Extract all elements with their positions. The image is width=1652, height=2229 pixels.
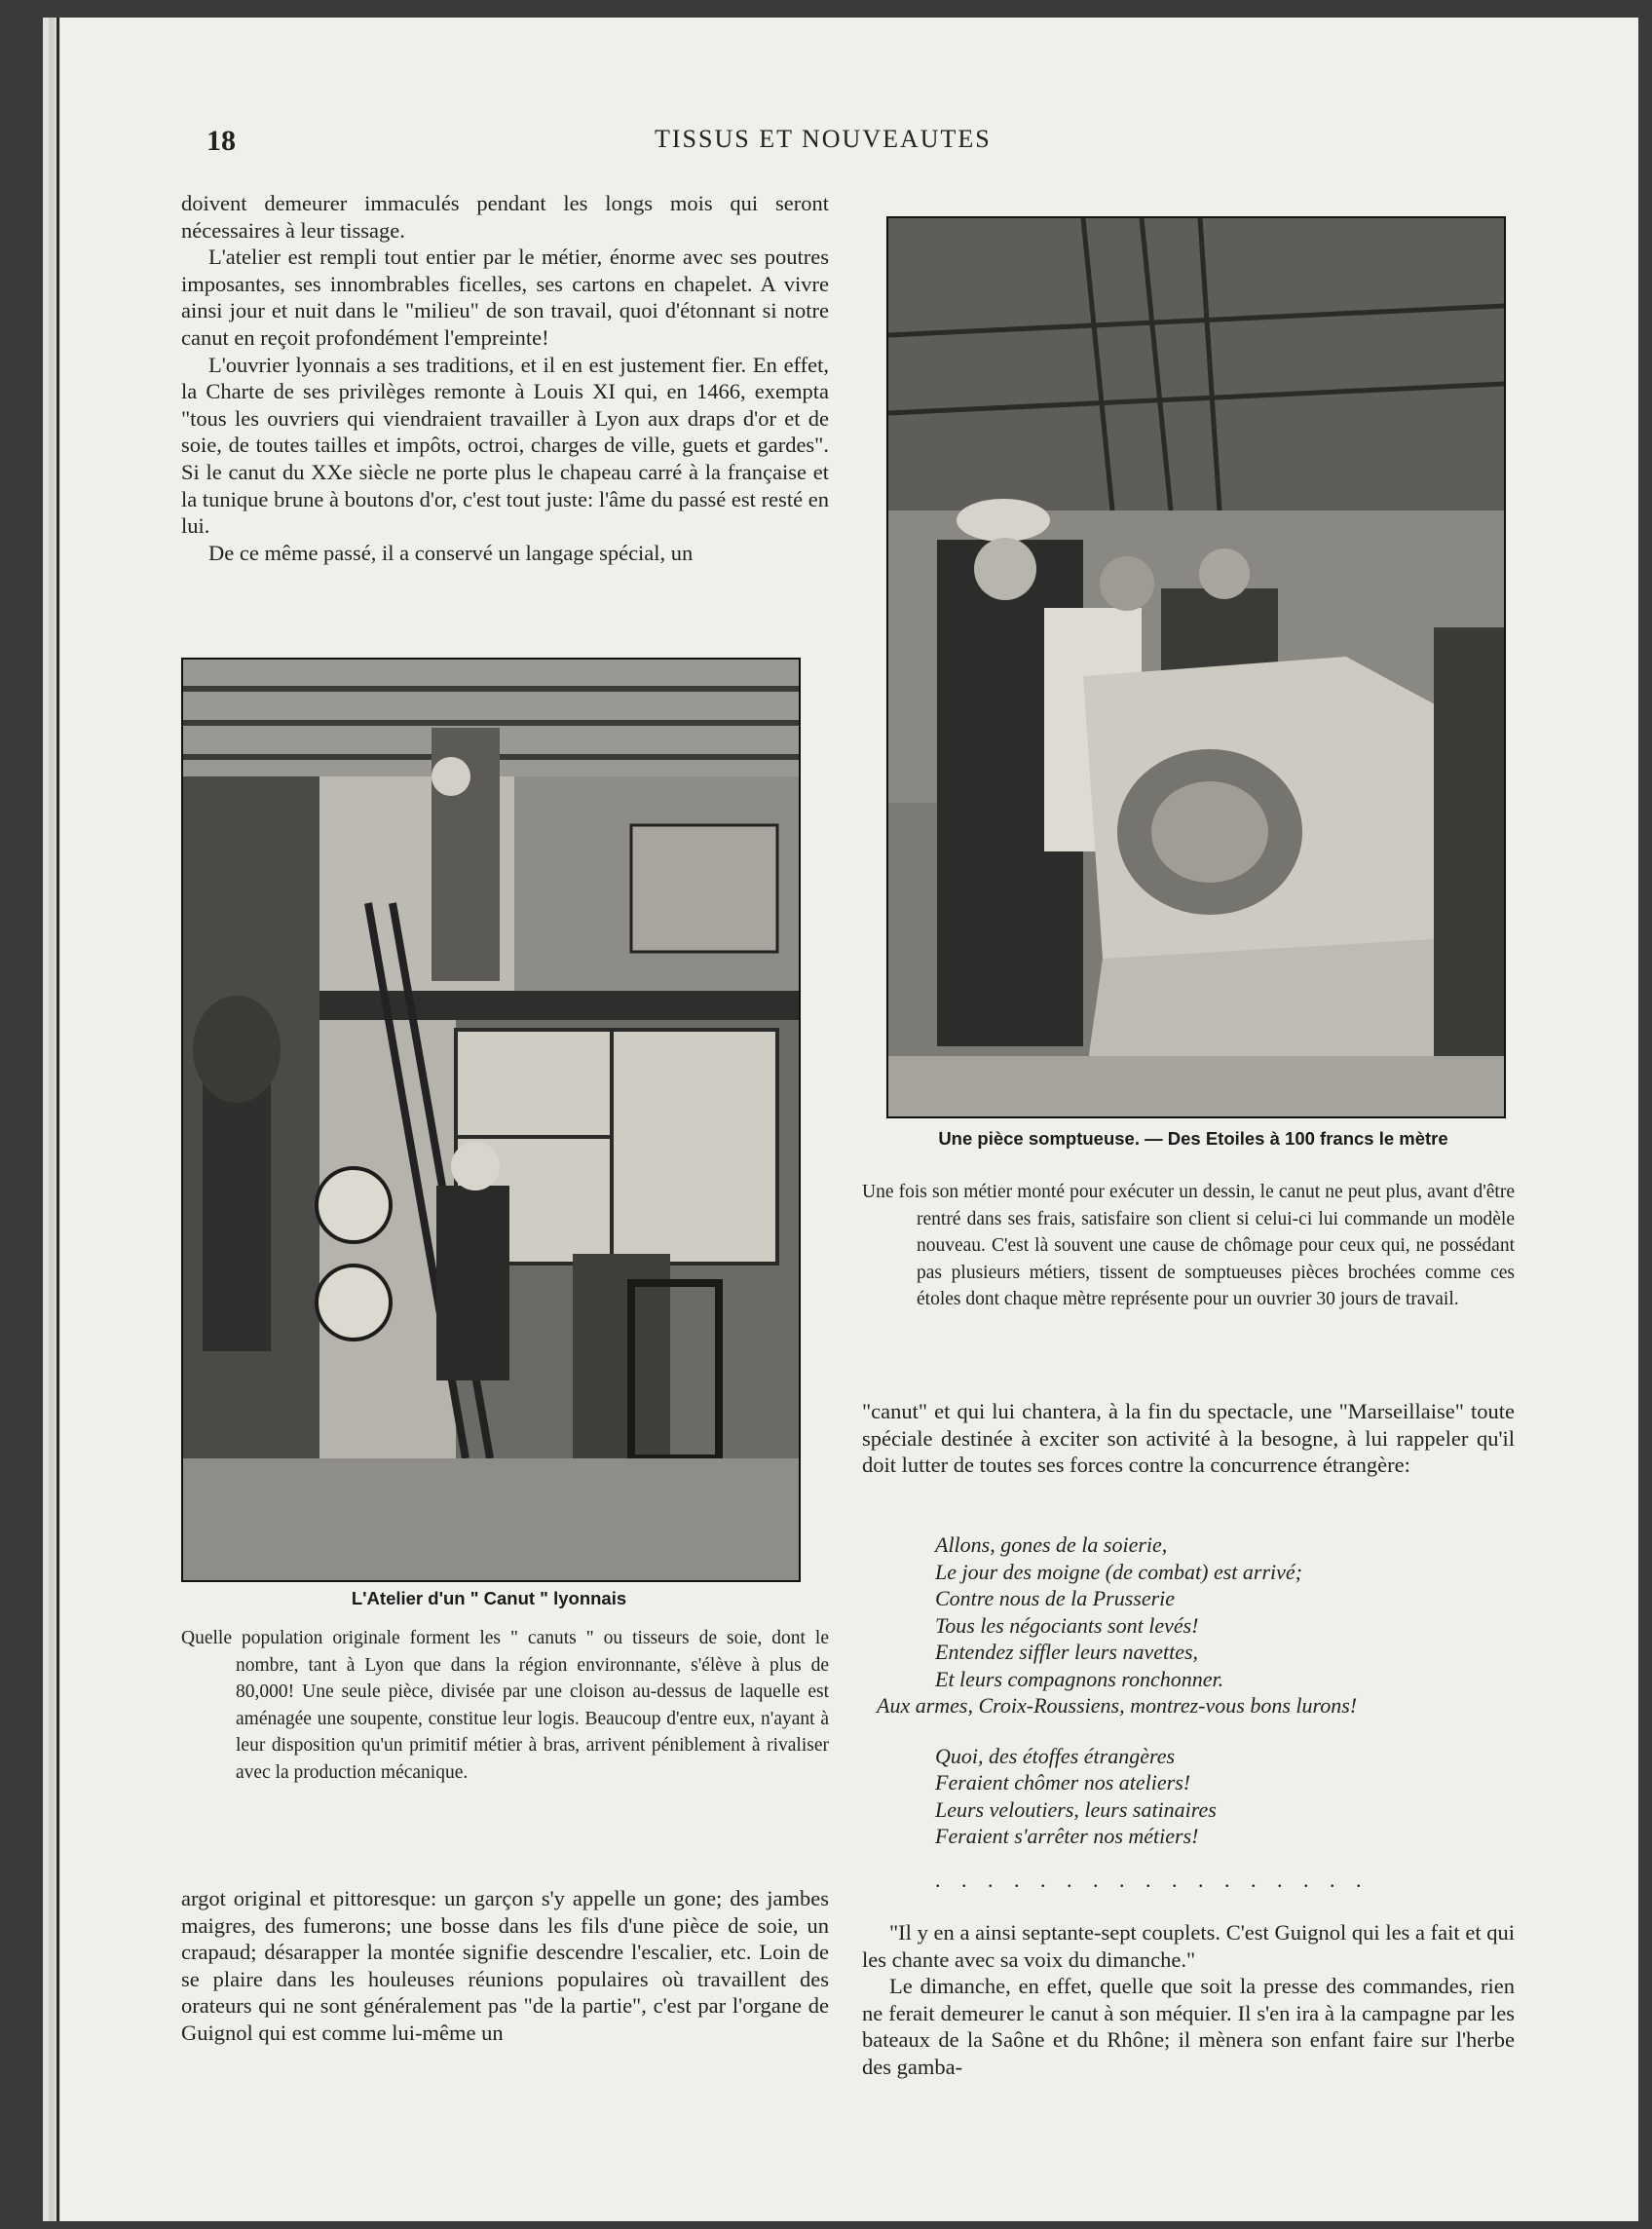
- photo-canut-workshop: [181, 658, 801, 1582]
- running-head: TISSUS ET NOUVEAUTES: [655, 125, 992, 153]
- poem-stanza-1: [877, 1531, 1520, 1719]
- caption-paragraph: Une fois son métier monté pour exécuter un dessin, le canut ne peut plus, avant d'être rentré dans ses frais, satisfaire son client si celui-ci lui commande un modèle nouveau. C'est là souvent une cause de chômage pour ceux qui, ne possédant pas plusieurs métiers, tissent de somptueuses pièces brochées comme ces étoles dont chaque mètre représente pour un ouvrier 30 jours de travail.: [862, 1182, 1515, 1310]
- caption-paragraph: Quelle population originale forment les " canuts " ou tisseurs de soie, dont le nombre, tant à Lyon que dans la région environnante, s'élève à plus de 80,000! Une seule pièce, divisée par une cloison au-dessus de laquelle est aménagée une soupente, constitue leur logis. Beaucoup d'entre eux, n'ayant à leur disposition qu'un primitif métier à bras, arrivent péniblement à rivaliser avec la production mécanique.: [181, 1628, 829, 1783]
- ellipsis-dots: . . . . . . . . . . . . . . . . .: [935, 1867, 1370, 1892]
- paragraph: L'ouvrier lyonnais a ses traditions, et il en est justement fier. En effet, la Charte de ses privilèges remonte à Louis XI qui, en 1466, exempta "tous les ouvriers qui viendraient travailler à Lyon aux draps d'or et de soie, de toutes tailles et impôts, octroi, charges de ville, guets et gardes". Si le canut du XXe siècle ne porte plus le chapeau carré à la française et la tunique brune à boutons d'or, c'est tout juste: l'âme du passé est resté en lui.: [181, 352, 829, 539]
- sumptuous-piece-photo-image: [888, 218, 1504, 1116]
- poem-line: Leurs veloutiers, leurs satinaires: [935, 1796, 1217, 1822]
- poem: [877, 1531, 1520, 1893]
- paragraph: "canut" et qui lui chantera, à la fin du spectacle, une "Marseillaise" toute spéciale destinée à exciter son activité à la besogne, à lui rappeler qu'il doit lutter de toutes ses forces contre la concurrence étrangère:: [862, 1399, 1515, 1478]
- page-header: [206, 125, 1551, 164]
- poem-line: Allons, gones de la soierie,: [935, 1532, 1168, 1557]
- page-number: 18: [206, 125, 236, 157]
- poem-line: Tous les négociants sont levés!: [935, 1612, 1199, 1638]
- workshop-photo-image: [183, 660, 799, 1580]
- poem-line: Et leurs compagnons ronchonner.: [935, 1666, 1224, 1691]
- left-column-bottom: [181, 1885, 829, 2047]
- paragraph: doivent demeurer immaculés pendant les longs mois qui seront nécessaires à leur tissage.: [181, 191, 829, 243]
- paragraph: "Il y en a ainsi septante-sept couplets. C'est Guignol qui les a fait et qui les chante avec sa voix du dimanche.": [862, 1920, 1515, 1972]
- photo-right-caption: Une pièce somptueuse. — Des Etoiles à 100 francs le mètre: [938, 1128, 1448, 1149]
- right-column-bottom: [862, 1919, 1515, 2081]
- paragraph: argot original et pittoresque: un garçon s'y appelle un gone; des jambes maigres, des fumerons; une bosse dans les fils d'une pièce de soie, un crapaud; désarapper la montée signifie descendre l'escalier, etc. Loin de se plaire dans les houleuses réunions populaires où travaillent des orateurs qui ne sont généralement pas "de la partie", c'est par l'organe de Guignol qui est comme lui-même un: [181, 1886, 829, 2045]
- paragraph: L'atelier est rempli tout entier par le métier, énorme avec ses poutres imposantes, ses innombrables ficelles, ses cartons en chapelet. A vivre ainsi jour et nuit dans le "milieu" de son travail, quoi d'étonnant si notre canut en reçoit profondément l'empreinte!: [181, 245, 829, 350]
- poem-line: Entendez siffler leurs navettes,: [935, 1640, 1199, 1664]
- poem-line: Feraient chômer nos ateliers!: [935, 1770, 1191, 1795]
- photo-sumptuous-piece: [886, 216, 1506, 1118]
- page-edge: [56, 18, 59, 2221]
- paragraph: De ce même passé, il a conservé un langage spécial, un: [208, 540, 694, 565]
- poem-line: Le jour des moigne (de combat) est arrivé;: [935, 1559, 1302, 1584]
- left-caption-text: [181, 1625, 829, 1787]
- left-column-top: [181, 190, 829, 566]
- poem-line: Aux armes, Croix-Roussiens, montrez-vous bons lurons!: [877, 1693, 1358, 1718]
- poem-line: Feraient s'arrêter nos métiers!: [935, 1824, 1199, 1848]
- poem-stanza-2: [935, 1743, 1520, 1850]
- right-column-text: [862, 1398, 1515, 1479]
- paragraph: Le dimanche, en effet, quelle que soit la presse des commandes, rien ne ferait demeurer le canut à son méquier. Il s'en ira à la campagne par les bateaux de la Saône et du Rhône; il mènera son enfant faire sur l'herbe des gamba-: [862, 1974, 1515, 2079]
- poem-line: Quoi, des étoffes étrangères: [935, 1743, 1176, 1768]
- poem-line: Contre nous de la Prusserie: [935, 1586, 1176, 1610]
- right-caption-text: [862, 1179, 1515, 1313]
- photo-left-caption: L'Atelier d'un " Canut " lyonnais: [351, 1588, 627, 1608]
